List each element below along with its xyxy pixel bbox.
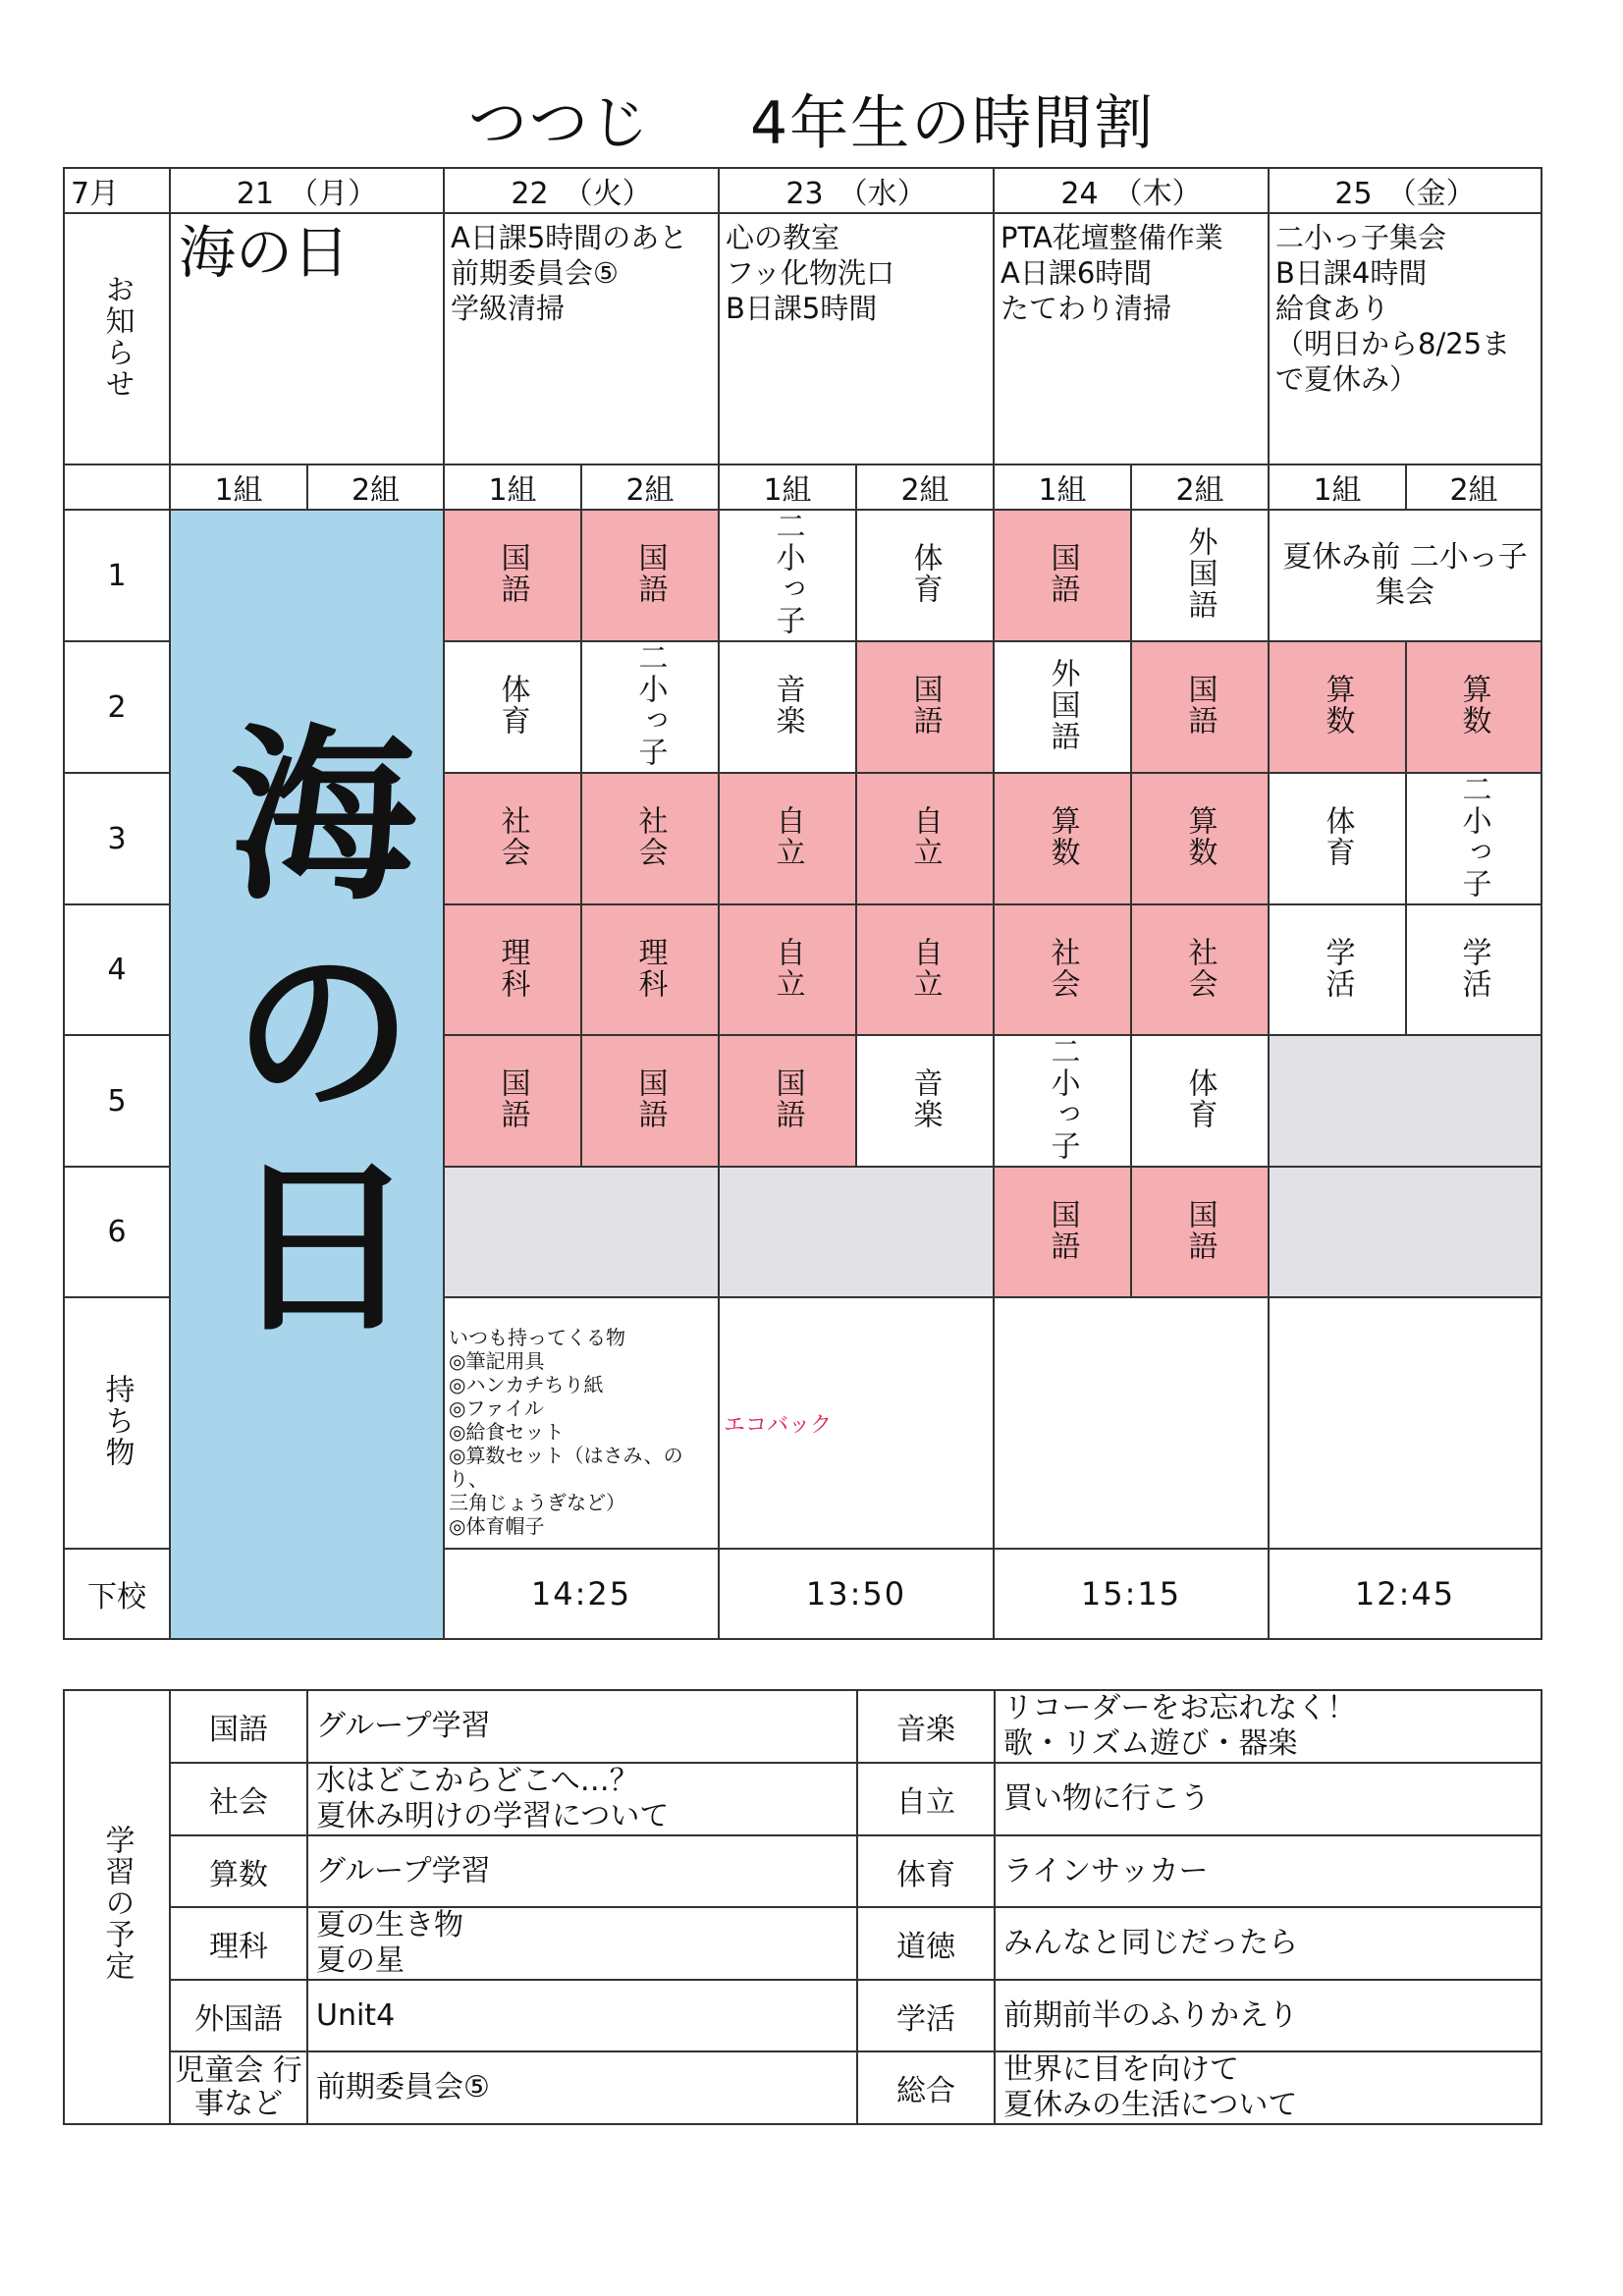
title-class-name: つつじ xyxy=(467,89,651,158)
class-label: 2組 xyxy=(856,465,994,510)
day-header-wed: 23 （水） xyxy=(719,168,994,213)
subject-label: 自立 xyxy=(907,936,943,1000)
class-label: 1組 xyxy=(444,465,581,510)
empty-cell xyxy=(719,1167,994,1297)
lesson-cell xyxy=(719,773,856,904)
subject-label: 二小っ子 xyxy=(770,511,805,636)
lesson-cell xyxy=(994,773,1131,904)
empty-cell xyxy=(1269,1035,1542,1167)
subject-label: 国語 xyxy=(770,1067,805,1130)
notice-tue: A日課5時間のあと 前期委員会⑤ 学級清掃 xyxy=(444,213,719,465)
lesson-cell xyxy=(719,510,856,641)
class-label: 2組 xyxy=(307,465,444,510)
plan-desc: 前期委員会⑤ xyxy=(307,2051,857,2124)
subject-label: 学活 xyxy=(1456,936,1491,1000)
date-header-row xyxy=(64,168,1542,213)
subject-label: 外国語 xyxy=(1045,658,1080,752)
plan-label: 学習の予定 xyxy=(64,1690,170,2124)
subject-label: 算数 xyxy=(1182,805,1217,868)
plan-subject: 理科 xyxy=(170,1907,307,1980)
subject-label: 自立 xyxy=(770,805,805,868)
subject-label: 社会 xyxy=(1182,936,1217,1000)
subject-label: 音楽 xyxy=(907,1067,943,1130)
notice-wed: 心の教室 フッ化物洗口 B日課5時間 xyxy=(719,213,994,465)
lesson-cell xyxy=(581,1035,719,1167)
dismissal-thu: 15:15 xyxy=(994,1549,1269,1639)
subject-label: 学活 xyxy=(1320,936,1355,1000)
lesson-cell-fri-assembly: 夏休み前 二小っ子集会 xyxy=(1269,510,1542,641)
plan-desc: グループ学習 xyxy=(307,1835,857,1907)
lesson-cell xyxy=(994,1035,1131,1167)
lesson-cell xyxy=(1269,773,1406,904)
subject-label: 二小っ子 xyxy=(632,642,668,768)
subject-label: 算数 xyxy=(1320,674,1355,737)
lesson-cell xyxy=(856,1035,994,1167)
class-label: 1組 xyxy=(719,465,856,510)
notice-mon: 海の日 xyxy=(170,213,444,465)
plan-desc: 買い物に行こう xyxy=(995,1763,1542,1835)
lesson-cell xyxy=(1269,641,1406,773)
subject-label: 音楽 xyxy=(770,674,805,737)
items-fri xyxy=(1269,1297,1542,1549)
subject-label: 社会 xyxy=(1045,936,1080,1000)
class-label: 1組 xyxy=(1269,465,1406,510)
lesson-cell xyxy=(1131,904,1269,1035)
notice-thu: PTA花壇整備作業 A日課6時間 たてわり清掃 xyxy=(994,213,1269,465)
lesson-cell xyxy=(1131,641,1269,773)
plan-subject: 道徳 xyxy=(857,1907,995,1980)
class-label: 1組 xyxy=(170,465,307,510)
items-thu xyxy=(994,1297,1269,1549)
dismissal-wed: 13:50 xyxy=(719,1549,994,1639)
lesson-cell xyxy=(581,904,719,1035)
subject-label: 二小っ子 xyxy=(1045,1036,1080,1162)
lesson-cell xyxy=(856,510,994,641)
plan-subject: 児童会 行事など xyxy=(170,2051,307,2124)
lesson-cell xyxy=(719,904,856,1035)
subject-label: 体育 xyxy=(1182,1067,1217,1130)
subject-label: 算数 xyxy=(1456,674,1491,737)
lesson-cell xyxy=(856,641,994,773)
lesson-cell xyxy=(719,1035,856,1167)
lesson-cell xyxy=(581,510,719,641)
lesson-cell xyxy=(444,904,581,1035)
dismissal-label: 下校 xyxy=(64,1549,170,1639)
plan-subject: 国語 xyxy=(170,1690,307,1763)
lesson-cell xyxy=(444,641,581,773)
plan-desc: 前期前半のふりかえり xyxy=(995,1980,1542,2051)
empty-cell xyxy=(1269,1167,1542,1297)
lesson-cell xyxy=(581,641,719,773)
class-label: 2組 xyxy=(1406,465,1542,510)
month-label: 7月 xyxy=(64,168,170,213)
period-number: 6 xyxy=(64,1167,170,1297)
period-number: 4 xyxy=(64,904,170,1035)
plan-desc: グループ学習 xyxy=(307,1690,857,1763)
subject-label: 自立 xyxy=(770,936,805,1000)
subject-label: 国語 xyxy=(1045,1198,1080,1262)
plan-desc: 水はどこからどこへ…？ 夏休み明けの学習について xyxy=(307,1763,857,1835)
period-row xyxy=(64,510,1542,641)
lesson-cell xyxy=(856,773,994,904)
plan-desc: ラインサッカー xyxy=(995,1835,1542,1907)
plan-subject: 学活 xyxy=(857,1980,995,2051)
subject-label: 社会 xyxy=(495,805,530,868)
lesson-cell xyxy=(856,904,994,1035)
subject-label: 体育 xyxy=(907,542,943,605)
plan-subject: 自立 xyxy=(857,1763,995,1835)
plan-desc: 世界に目を向けて 夏休みの生活について xyxy=(995,2051,1542,2124)
plan-subject: 社会 xyxy=(170,1763,307,1835)
plan-subject: 音楽 xyxy=(857,1690,995,1763)
lesson-cell xyxy=(1131,1167,1269,1297)
lesson-cell xyxy=(1269,904,1406,1035)
notice-row xyxy=(64,213,1542,465)
subject-label: 外国語 xyxy=(1182,526,1217,621)
period-number: 3 xyxy=(64,773,170,904)
holiday-cell: 海の日 xyxy=(170,510,444,1639)
class-header-row xyxy=(64,465,1542,510)
plan-subject: 体育 xyxy=(857,1835,995,1907)
subject-label: 国語 xyxy=(632,542,668,605)
lesson-cell xyxy=(1406,641,1542,773)
subject-label: 二小っ子 xyxy=(1456,774,1491,900)
study-plan-table xyxy=(63,1689,1542,2125)
subject-label: 体育 xyxy=(495,674,530,737)
lesson-cell xyxy=(444,1035,581,1167)
lesson-cell xyxy=(444,773,581,904)
subject-label: 理科 xyxy=(495,936,530,1000)
lesson-cell xyxy=(1131,773,1269,904)
empty-cell xyxy=(444,1167,719,1297)
subject-label: 国語 xyxy=(1045,542,1080,605)
page-title xyxy=(0,77,1623,161)
notice-label: お知らせ xyxy=(64,213,170,465)
lesson-cell xyxy=(994,641,1131,773)
day-header-tue: 22 （火） xyxy=(444,168,719,213)
items-label: 持ち物 xyxy=(64,1297,170,1549)
lesson-cell xyxy=(581,773,719,904)
period-number: 1 xyxy=(64,510,170,641)
subject-label: 社会 xyxy=(632,805,668,868)
title-text: 4年生の時間割 xyxy=(749,89,1156,158)
class-label: 2組 xyxy=(581,465,719,510)
items-tue: いつも持ってくる物 ◎筆記用具 ◎ハンカチちり紙 ◎ファイル ◎給食セット ◎算数セット（はさみ、のり、 三角じょうぎなど） ◎体育帽子 xyxy=(444,1297,719,1549)
subject-label: 自立 xyxy=(907,805,943,868)
plan-desc: Unit4 xyxy=(307,1980,857,2051)
plan-desc: 夏の生き物 夏の星 xyxy=(307,1907,857,1980)
items-wed: エコバック xyxy=(719,1297,994,1549)
day-header-fri: 25 （金） xyxy=(1269,168,1542,213)
period-number: 5 xyxy=(64,1035,170,1167)
class-label: 2組 xyxy=(1131,465,1269,510)
subject-label: 国語 xyxy=(1182,674,1217,737)
class-label: 1組 xyxy=(994,465,1131,510)
plan-desc: リコーダーをお忘れなく！ 歌・リズム遊び・器楽 xyxy=(995,1690,1542,1763)
lesson-cell xyxy=(994,510,1131,641)
lesson-cell xyxy=(994,904,1131,1035)
day-header-mon: 21 （月） xyxy=(170,168,444,213)
day-header-thu: 24 （木） xyxy=(994,168,1269,213)
dismissal-tue: 14:25 xyxy=(444,1549,719,1639)
subject-label: 国語 xyxy=(632,1067,668,1130)
subject-label: 国語 xyxy=(907,674,943,737)
period-number: 2 xyxy=(64,641,170,773)
subject-label: 理科 xyxy=(632,936,668,1000)
dismissal-fri: 12:45 xyxy=(1269,1549,1542,1639)
lesson-cell xyxy=(1131,510,1269,641)
lesson-cell xyxy=(719,641,856,773)
plan-subject: 総合 xyxy=(857,2051,995,2124)
notice-fri: 二小っ子集会 B日課4時間 給食あり （明日から8/25ま で夏休み） xyxy=(1269,213,1542,465)
timetable xyxy=(63,167,1542,1640)
plan-subject: 算数 xyxy=(170,1835,307,1907)
subject-label: 国語 xyxy=(495,1067,530,1130)
subject-label: 国語 xyxy=(1182,1198,1217,1262)
lesson-cell xyxy=(444,510,581,641)
subject-label: 算数 xyxy=(1045,805,1080,868)
subject-label: 体育 xyxy=(1320,805,1355,868)
plan-subject: 外国語 xyxy=(170,1980,307,2051)
plan-desc: みんなと同じだったら xyxy=(995,1907,1542,1980)
lesson-cell xyxy=(1406,904,1542,1035)
subject-label: 国語 xyxy=(495,542,530,605)
lesson-cell xyxy=(1131,1035,1269,1167)
lesson-cell xyxy=(1406,773,1542,904)
lesson-cell xyxy=(994,1167,1131,1297)
